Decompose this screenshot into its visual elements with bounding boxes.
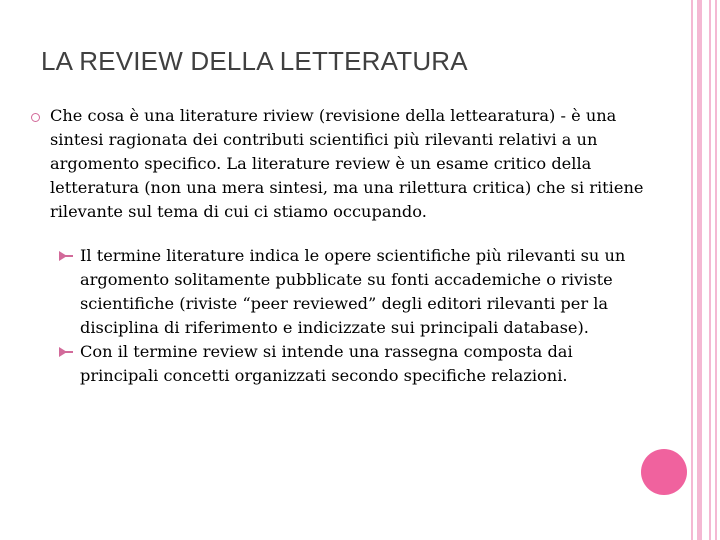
sub-bullet-text: Il termine: [80, 246, 167, 265]
main-bullet: [50, 104, 650, 224]
sub-bullet-text: si intende una rassegna composta dai principali concetti organizzati secondo specifiche relazioni.: [80, 342, 573, 385]
decorative-pink-circle: [641, 449, 687, 495]
arrow-bullet-icon: [59, 251, 67, 261]
sub-bullet-text: Con il termine: [80, 342, 203, 361]
arrow-bullet-icon: [59, 347, 67, 357]
sub-bullet-item: [80, 340, 650, 388]
frame-border-line-3: [709, 0, 711, 540]
slide-content: [50, 104, 650, 388]
term-review: review: [202, 342, 258, 361]
sub-bullet-item: [80, 244, 650, 340]
bullet-text: Che cosa è una: [50, 106, 180, 125]
frame-border-line-4: [715, 0, 717, 540]
bullet-text: è un esame critico della letteratura (non una mera sintesi, ma una rilettura critica) che si ritiene rilevante sul tema di cui ci stiamo occupando.: [50, 154, 644, 221]
term-literature-review: literature review: [251, 154, 391, 173]
circle-bullet-icon: [31, 113, 40, 122]
sub-bullet-text: indica le opere scientifiche più rilevanti su un argomento solitamente pubblicate su fonti accademiche o riviste scientifiche (riviste “peer reviewed” degli editori rilevanti per la disciplina di riferimento e indicizzate sui principali database).: [80, 246, 626, 337]
term-literature: literature: [166, 246, 245, 265]
bullet-text: (revisione della lettearatura) - è una sintesi ragionata dei contributi scientifici più rilevanti relativi a un argomento specifico. La: [50, 106, 617, 173]
slide-title: LA REVIEW DELLA LETTERATURA: [41, 46, 468, 76]
frame-border-line-1: [691, 0, 693, 540]
sub-bullet-list: [80, 244, 650, 388]
frame-border-line-2: [697, 0, 702, 540]
term-literature-riview: literature riview: [179, 106, 314, 125]
